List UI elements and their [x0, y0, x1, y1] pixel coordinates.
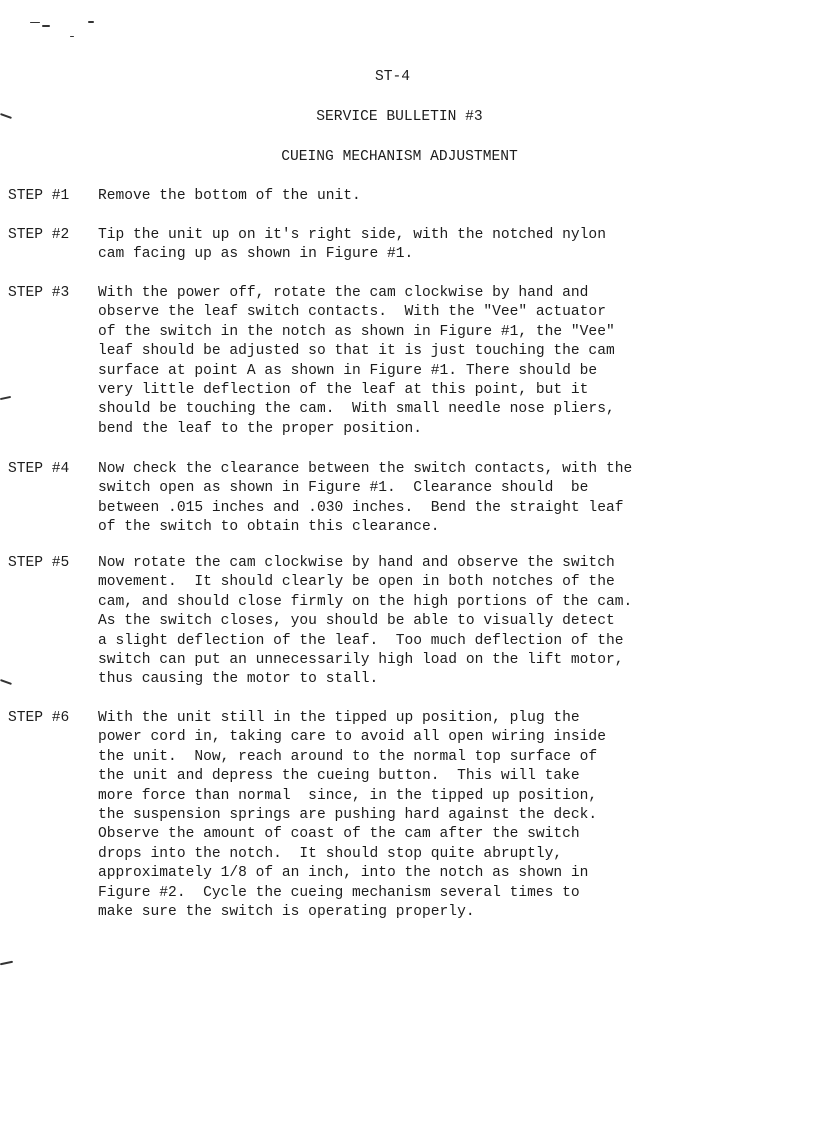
step-line: Figure #2. Cycle the cueing mechanism several times to	[98, 884, 580, 901]
step-line: of the switch to obtain this clearance.	[98, 519, 440, 536]
step-line: between .015 inches and .030 inches. Bend the straight leaf	[98, 499, 624, 516]
step-line: a slight deflection of the leaf. Too much deflection of the	[98, 632, 624, 649]
step-line: cam facing up as shown in Figure #1.	[98, 246, 414, 263]
scan-artifact-top	[30, 22, 40, 23]
step-line: Now rotate the cam clockwise by hand and observe the switch	[98, 555, 615, 571]
step-line: With the power off, rotate the cam clockwise by hand and	[98, 285, 589, 301]
step-line: the unit. Now, reach around to the normal top surface of	[98, 748, 598, 765]
step-line: switch open as shown in Figure #1. Clearance should be	[98, 480, 589, 497]
step-line: leaf should be adjusted so that it is just touching the cam	[98, 343, 615, 360]
scan-artifact-margin	[0, 396, 11, 400]
step-body	[98, 284, 828, 439]
bulletin-title: SERVICE BULLETIN #3	[316, 109, 483, 125]
step-label: STEP #4	[8, 461, 70, 477]
step-label: STEP #3	[8, 285, 70, 301]
step-line: more force than normal since, in the tipped up position,	[98, 787, 598, 804]
step-line: Tip the unit up on it's right side, with the notched nylon	[98, 227, 606, 243]
step-line: switch can put an unnecessarily high load on the lift motor,	[98, 652, 624, 669]
step-line: movement. It should clearly be open in both notches of the	[98, 574, 615, 591]
subject-heading: CUEING MECHANISM ADJUSTMENT	[281, 149, 518, 165]
scan-artifact-top	[70, 36, 74, 37]
step-line: of the switch in the notch as shown in Figure #1, the "Vee"	[98, 323, 615, 340]
step-line: power cord in, taking care to avoid all open wiring inside	[98, 729, 606, 746]
step-body	[98, 460, 828, 538]
step-line: observe the leaf switch contacts. With the "Vee" actuator	[98, 304, 606, 321]
step-label: STEP #2	[8, 227, 70, 243]
step-line: bend the leaf to the proper position.	[98, 420, 423, 437]
step-line: With the unit still in the tipped up position, plug the	[98, 710, 580, 726]
step-label: STEP #6	[8, 710, 70, 726]
scan-artifact-top	[42, 25, 50, 27]
step-line: As the switch closes, you should be able to visually detect	[98, 613, 615, 630]
step-line: drops into the notch. It should stop quite abruptly,	[98, 845, 563, 862]
step-line: should be touching the cam. With small needle nose pliers,	[98, 401, 615, 418]
step-body	[98, 187, 828, 206]
step-body	[98, 226, 828, 265]
step-label: STEP #1	[8, 188, 70, 204]
scan-artifact-margin	[0, 961, 13, 966]
scan-artifact-margin	[0, 679, 12, 685]
step-line: Observe the amount of coast of the cam after the switch	[98, 826, 580, 843]
page-code: ST-4	[374, 69, 411, 85]
step-line: thus causing the motor to stall.	[98, 671, 379, 688]
step-line: make sure the switch is operating properly.	[98, 904, 475, 921]
step-body	[98, 709, 828, 922]
step-line: very little deflection of the leaf at this point, but it	[98, 382, 589, 399]
step-label: STEP #5	[8, 555, 70, 571]
step-line: cam, and should close firmly on the high portions of the cam.	[98, 593, 633, 610]
step-line: the unit and depress the cueing button. This will take	[98, 768, 580, 785]
step-line: approximately 1/8 of an inch, into the notch as shown in	[98, 865, 589, 882]
step-body	[98, 554, 828, 690]
scan-artifact-top	[88, 21, 94, 23]
step-line: surface at point A as shown in Figure #1. There should be	[98, 362, 598, 379]
step-line: Remove the bottom of the unit.	[98, 188, 361, 204]
step-line: Now check the clearance between the switch contacts, with the	[98, 461, 633, 477]
step-line: the suspension springs are pushing hard against the deck.	[98, 807, 598, 824]
